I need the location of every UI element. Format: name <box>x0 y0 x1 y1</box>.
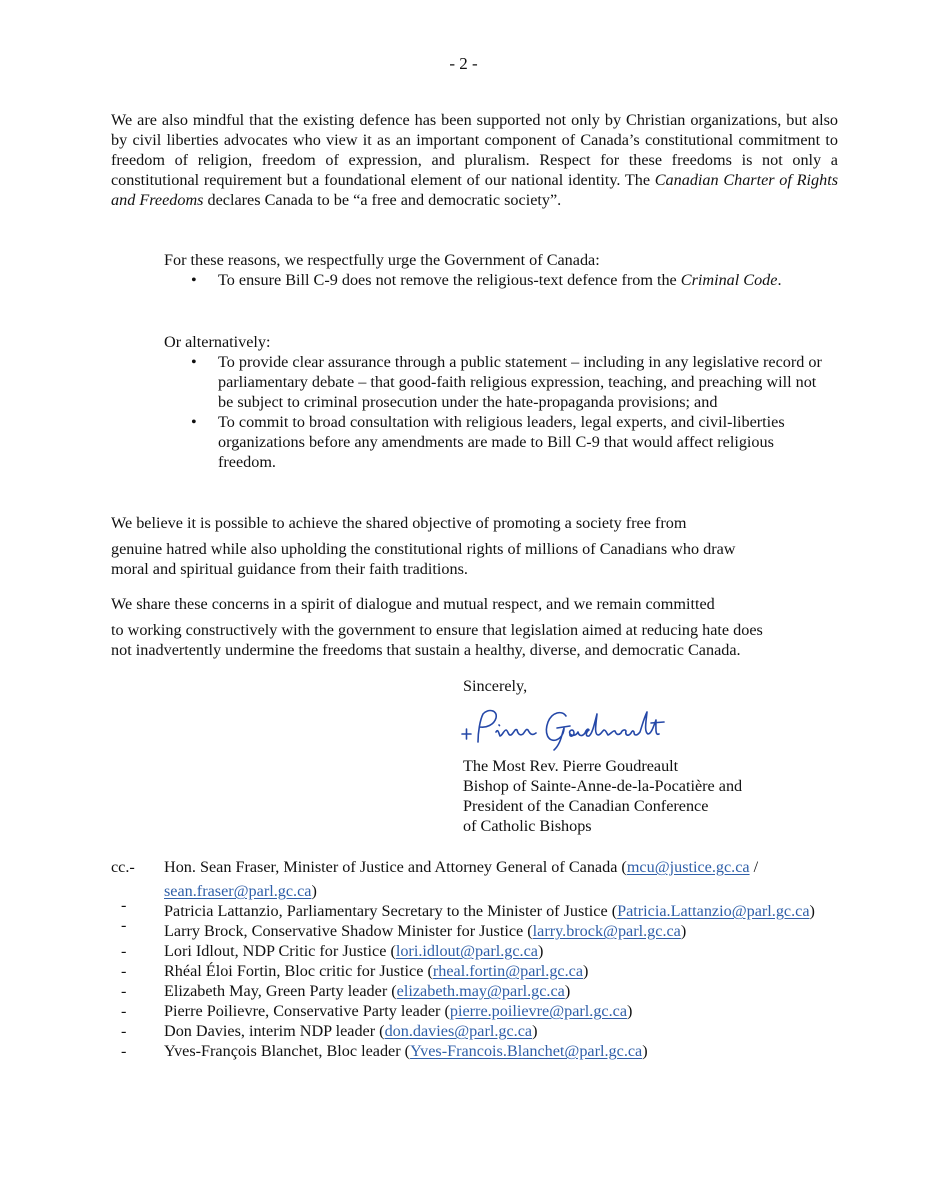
alternative-list <box>164 352 824 472</box>
cc-recipient: - Rhéal Éloi Fortin, Bloc critic for Justice (rheal.fortin@parl.gc.ca) <box>121 962 589 980</box>
dash: - <box>121 982 127 1000</box>
list-item <box>164 352 824 412</box>
cc-recipient-list <box>121 857 844 1061</box>
bullet: • <box>191 271 197 289</box>
email-link[interactable]: elizabeth.may@parl.gc.ca <box>396 982 565 1000</box>
recipient-text: Pierre Poilievre, Conservative Party leader ( <box>164 1002 450 1020</box>
email-link[interactable]: mcu@justice.gc.ca <box>626 858 750 876</box>
handwritten-signature <box>458 706 688 752</box>
recipient-text: Larry Brock, Conservative Shadow Minister for Justice ( <box>164 922 533 940</box>
cc-label: cc.- <box>111 858 135 876</box>
text-line: genuine hatred while also upholding the constitutional rights of millions of Canadians who draw <box>111 540 736 558</box>
cc-recipient: - Lori Idlout, NDP Critic for Justice (lori.idlout@parl.gc.ca) <box>121 942 544 960</box>
recipient-text: Hon. Sean Fraser, Minister of Justice and Attorney General of Canada ( <box>164 858 627 876</box>
signature-image <box>458 706 688 752</box>
bullet-text: To commit to broad consultation with religious leaders, legal experts, and civil-liberties organizations before any amendments are made to Bill C-9 that would affect religious freedom. <box>218 413 785 471</box>
signatory-title: of Catholic Bishops <box>463 817 592 835</box>
email-link[interactable]: pierre.poilievre@parl.gc.ca <box>449 1002 628 1020</box>
cc-recipient: Hon. Sean Fraser, Minister of Justice and Attorney General of Canada (mcu@justice.gc.ca / sean.fraser@parl.gc.ca) <box>164 858 759 900</box>
paragraph-existing-defence <box>111 110 838 210</box>
cc-recipient: - Larry Brock, Conservative Shadow Minister for Justice (larry.brock@parl.gc.ca) <box>121 916 687 940</box>
recipient-text: Don Davies, interim NDP leader ( <box>164 1022 385 1040</box>
dash: - <box>121 962 127 980</box>
email-link[interactable]: rheal.fortin@parl.gc.ca <box>432 962 584 980</box>
recipient-text: Patricia Lattanzio, Parliamentary Secretary to the Minister of Justice ( <box>164 902 618 920</box>
signatory-block <box>463 756 883 836</box>
paragraph-text-end: declares Canada to be “a free and democratic society”. <box>203 191 562 209</box>
criminal-code-title: Criminal Code <box>680 271 778 289</box>
cc-recipient: - Yves-François Blanchet, Bloc leader (Yves-Francois.Blanchet@parl.gc.ca) <box>121 1042 648 1060</box>
signatory-name: The Most Rev. Pierre Goudreault <box>463 757 679 775</box>
dash: - <box>121 1042 127 1060</box>
cc-recipient: - Elizabeth May, Green Party leader (elizabeth.may@parl.gc.ca) <box>121 982 571 1000</box>
paragraph-shared-objective <box>111 513 856 579</box>
recipient-text: Rhéal Éloi Fortin, Bloc critic for Justice ( <box>164 962 433 980</box>
email-link[interactable]: lori.idlout@parl.gc.ca <box>395 942 538 960</box>
bullet: • <box>191 353 197 371</box>
salutation: Sincerely, <box>463 677 528 695</box>
cc-recipient: - Patricia Lattanzio, Parliamentary Secretary to the Minister of Justice (Patricia.Lattanzio@parl.gc.ca) <box>121 896 815 920</box>
alternative-intro: Or alternatively: <box>164 333 271 351</box>
email-link[interactable]: Yves-Francois.Blanchet@parl.gc.ca <box>410 1042 643 1060</box>
charter-title: Canadian Charter of Rights and Freedoms <box>111 171 838 209</box>
list-item <box>164 412 824 472</box>
bullet: • <box>191 413 197 431</box>
email-link[interactable]: sean.fraser@parl.gc.ca <box>164 882 312 900</box>
list-item: • To ensure Bill C-9 does not remove the religious-text defence from the Criminal Code. <box>191 271 782 289</box>
text-line: We share these concerns in a spirit of dialogue and mutual respect, and we remain committed <box>111 595 715 613</box>
text-line: to working constructively with the government to ensure that legislation aimed at reducing hate does <box>111 621 763 639</box>
email-link[interactable]: Patricia.Lattanzio@parl.gc.ca <box>617 902 810 920</box>
cc-recipient: - Don Davies, interim NDP leader (don.davies@parl.gc.ca) <box>121 1022 538 1040</box>
bullet-text: To ensure Bill C-9 does not remove the religious-text defence from the <box>218 271 681 289</box>
signatory-title: Bishop of Sainte-Anne-de-la-Pocatière and <box>463 777 743 795</box>
recipient-text: Lori Idlout, NDP Critic for Justice ( <box>164 942 396 960</box>
recipient-text: Elizabeth May, Green Party leader ( <box>164 982 397 1000</box>
cc-recipient: - Pierre Poilievre, Conservative Party leader (pierre.poilievre@parl.gc.ca) <box>121 1002 633 1020</box>
urge-list <box>164 270 824 290</box>
urge-intro: For these reasons, we respectfully urge the Government of Canada: <box>164 251 600 269</box>
dash: - <box>121 1002 127 1020</box>
email-link[interactable]: larry.brock@parl.gc.ca <box>532 922 681 940</box>
page-number: - 2 - <box>449 54 478 73</box>
text-line: not inadvertently undermine the freedoms that sustain a healthy, diverse, and democratic Canada. <box>111 641 741 659</box>
paragraph-text: We are also mindful that the existing defence has been supported not only by Christian organizations, but also by civil liberties advocates who view it as an important component of Canada’s constitutional commitment to freedom of religion, freedom of expression, and pluralism. Respect for these freedoms is not only a constitutional requirement but a foundational element of our national identity. The <box>111 111 838 189</box>
separator: / <box>749 858 759 876</box>
dash: - <box>121 942 127 960</box>
email-link[interactable]: don.davies@parl.gc.ca <box>384 1022 533 1040</box>
recipient-text: Yves-François Blanchet, Bloc leader ( <box>164 1042 411 1060</box>
dash: - <box>121 916 127 934</box>
text-line: moral and spiritual guidance from their faith traditions. <box>111 560 468 578</box>
bullet-text: To provide clear assurance through a public statement – including in any legislative record or parliamentary debate – that good-faith religious expression, teaching, and preaching will not be subject to criminal prosecution under the hate-propaganda provisions; and <box>218 353 822 411</box>
signatory-title: President of the Canadian Conference <box>463 797 709 815</box>
paragraph-dialogue <box>111 594 856 660</box>
text-line: We believe it is possible to achieve the shared objective of promoting a society free from <box>111 514 687 532</box>
dash: - <box>121 896 127 914</box>
dash: - <box>121 1022 127 1040</box>
